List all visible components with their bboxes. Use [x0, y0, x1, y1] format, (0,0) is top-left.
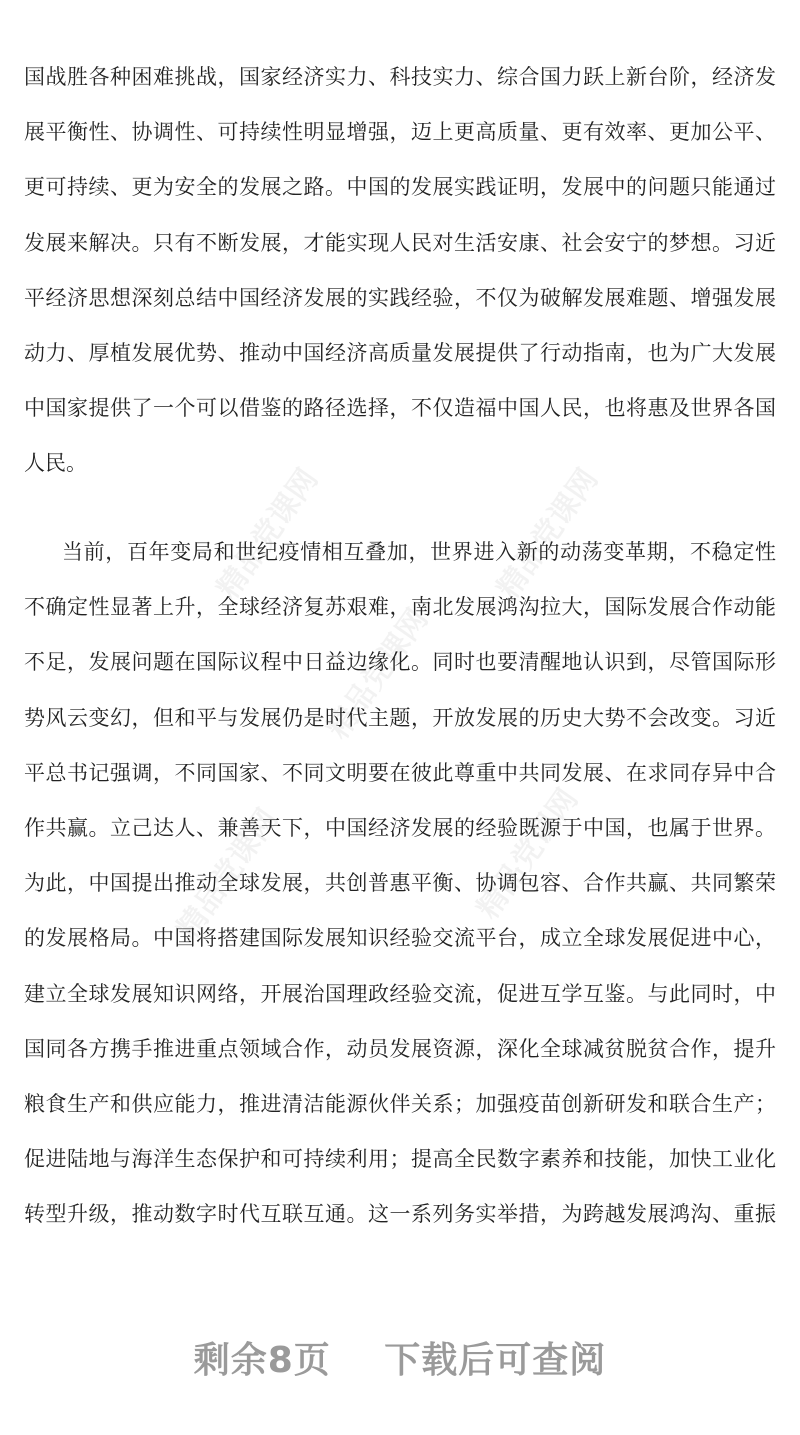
- watermark-text: 精品党课网: [170, 802, 286, 946]
- paragraph-line: 不确定性显著上升，全球经济复苏艰难，南北发展鸿沟拉大，国际发展合作动能: [24, 595, 776, 620]
- paragraph-line: 势风云变幻，但和平与发展仍是时代主题，开放发展的历史大势不会改变。习近: [24, 705, 776, 730]
- download-prompt[interactable]: [0, 1332, 800, 1383]
- paragraph-line: 人民。: [24, 451, 87, 476]
- paragraph-line: 更可持续、更为安全的发展之路。中国的发展实践证明，发展中的问题只能通过: [24, 175, 776, 200]
- paragraph-line: 中国家提供了一个可以借鉴的路径选择，不仅造福中国人民，也将惠及世界各国: [24, 396, 776, 421]
- download-to-view-label: 下载后可查阅: [384, 1340, 607, 1381]
- watermark-text: 精品党课网: [470, 782, 586, 926]
- paragraph-line: 转型升级，推动数字时代互联互通。这一系列务实举措，为跨越发展鸿沟、重振: [24, 1202, 776, 1227]
- paragraph-line: 作共赢。立己达人、兼善天下，中国经济发展的经验既源于中国，也属于世界。: [24, 816, 776, 840]
- paragraph-line: 粮食生产和供应能力，推进清洁能源伙伴关系；加强疫苗创新研发和联合生产；: [24, 1092, 776, 1116]
- paragraph-line: 当前，百年变局和世纪疫情相互叠加，世界进入新的动荡变革期，不稳定性: [62, 540, 776, 564]
- paragraph-line: 不足，发展问题在国际议程中日益边缘化。同时也要清醒地认识到，尽管国际形: [24, 650, 776, 675]
- paragraph-line: 展平衡性、协调性、可持续性明显增强，迈上更高质量、更有效率、更加公平、: [24, 120, 776, 145]
- paragraph-line: 建立全球发展知识网络，开展治国理政经验交流，促进互学互鉴。与此同时，中: [24, 981, 776, 1006]
- watermark-text: 精品党课网: [210, 462, 326, 606]
- paragraph-line: 发展来解决。只有不断发展，才能实现人民对生活安康、社会安宁的梦想。习近: [24, 230, 776, 255]
- paragraph-line: 的发展格局。中国将搭建国际发展知识经验交流平台，成立全球发展促进中心，: [24, 926, 776, 951]
- paragraph-line: 国同各方携手推进重点领域合作，动员发展资源，深化全球减贫脱贫合作，提升: [24, 1036, 776, 1061]
- watermark-text: 精品党课网: [320, 602, 436, 746]
- paragraph-line: 平总书记强调，不同国家、不同文明要在彼此尊重中共同发展、在求同存异中合: [24, 760, 776, 785]
- paragraph-line: 国战胜各种困难挑战，国家经济实力、科技实力、综合国力跃上新台阶，经济发: [24, 65, 776, 89]
- remaining-pages-label: 剩余8页: [193, 1340, 331, 1381]
- watermark-text: 精品党课网: [490, 462, 606, 606]
- paragraph-line: 促进陆地与海洋生态保护和可持续利用；提高全民数字素养和技能，加快工业化: [24, 1147, 776, 1172]
- paragraph-line: 平经济思想深刻总结中国经济发展的实践经验，不仅为破解发展难题、增强发展: [24, 285, 776, 310]
- paragraph-line: 动力、厚植发展优势、推动中国经济高质量发展提供了行动指南，也为广大发展: [24, 341, 776, 365]
- paragraph-line: 为此，中国提出推动全球发展，共创普惠平衡、协调包容、合作共赢、共同繁荣: [24, 871, 776, 896]
